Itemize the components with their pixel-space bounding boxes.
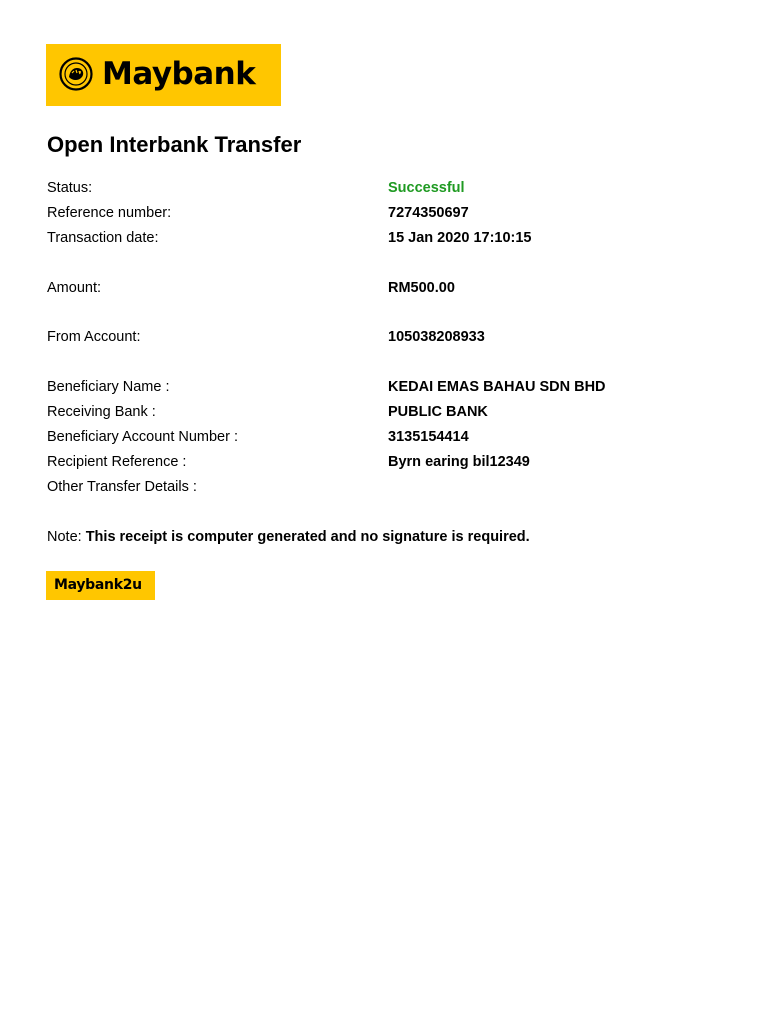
receipt-note	[47, 527, 530, 547]
detail-row-from-account	[47, 327, 707, 347]
amount-value: RM500.00	[388, 280, 455, 296]
logo-wordmark: Maybank	[102, 56, 256, 92]
note-label: Note:	[47, 529, 82, 545]
receiving-bank-value: PUBLIC BANK	[388, 404, 488, 420]
tiger-emblem-icon	[59, 57, 93, 91]
from-account-label: From Account:	[47, 329, 141, 345]
detail-row-beneficiary-account	[47, 427, 707, 447]
detail-row-reference-number	[47, 203, 707, 223]
beneficiary-account-value: 3135154414	[388, 429, 469, 445]
beneficiary-account-label: Beneficiary Account Number :	[47, 429, 239, 445]
from-account-value: 105038208933	[388, 329, 485, 345]
page-title: Open Interbank Transfer	[47, 132, 302, 157]
reference-number-label: Reference number:	[47, 205, 172, 221]
recipient-reference-value: Byrn earing bil12349	[388, 454, 530, 470]
detail-row-transaction-date	[47, 228, 707, 248]
beneficiary-name-value: KEDAI EMAS BAHAU SDN BHD	[388, 379, 606, 395]
receiving-bank-label: Receiving Bank :	[47, 404, 156, 420]
detail-row-status	[47, 178, 707, 198]
maybank2u-logo	[46, 571, 155, 600]
detail-row-receiving-bank	[47, 402, 707, 422]
detail-row-recipient-reference	[47, 452, 707, 472]
transaction-date-value: 15 Jan 2020 17:10:15	[388, 230, 532, 246]
other-transfer-details-label: Other Transfer Details :	[47, 479, 197, 495]
amount-label: Amount:	[47, 280, 101, 296]
transaction-date-label: Transaction date:	[47, 230, 159, 246]
beneficiary-name-label: Beneficiary Name :	[47, 379, 170, 395]
maybank2u-wordmark: Maybank2u	[54, 577, 142, 593]
detail-row-amount	[47, 278, 707, 298]
status-value: Successful	[388, 180, 465, 196]
detail-row-beneficiary-name	[47, 377, 707, 397]
maybank-logo	[46, 44, 281, 106]
note-text: This receipt is computer generated and no signature is required.	[85, 529, 530, 545]
detail-row-other-transfer-details	[47, 477, 707, 497]
reference-number-value: 7274350697	[388, 205, 469, 221]
recipient-reference-label: Recipient Reference :	[47, 454, 187, 470]
status-label: Status:	[47, 180, 93, 196]
